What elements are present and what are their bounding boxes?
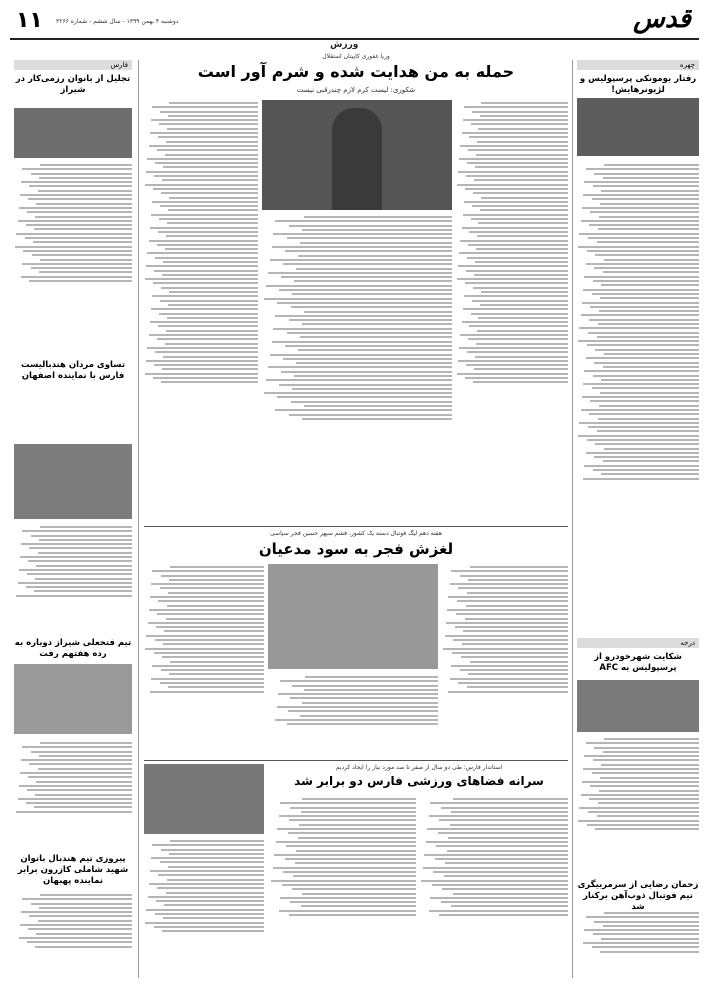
fajr-body-right (442, 564, 568, 754)
lead-headline: حمله به من هدایت شده و شرم آور است (197, 62, 515, 81)
right-story1-photo (14, 108, 132, 158)
left-story2-body (577, 736, 699, 876)
right-story3-title: تیم فتحعلی شیراز دوباره به رده هفتهم رفت (14, 638, 132, 659)
fars-body-left (144, 838, 264, 978)
fajr-kicker: هفته دهم لیگ فوتبال دسته یک کشور، قشم سپهر حسین فجر سپاسی (270, 530, 442, 537)
right-story2-title: تساوی مردان هندبالیست فارس با نماینده اصفهان (20, 360, 126, 381)
lead-body-left (144, 100, 258, 520)
fajr-headline: لغزش فجر به سود مدعیان (258, 540, 454, 558)
left-story2-photo (577, 680, 699, 732)
fars-photo (144, 764, 264, 834)
player-figure (332, 108, 382, 210)
right-story4-body (14, 892, 132, 978)
left-story2-title: شکایت شهرخودرو از پرسپولیس به AFC (594, 652, 682, 673)
left-story1-body (577, 162, 699, 632)
sidebar-tag-face: چهره (577, 60, 699, 70)
divider-left (572, 60, 573, 978)
lead-body-center (262, 214, 452, 520)
fars-headline: سرانه فضاهای ورزشی فارس دو برابر شد (294, 774, 544, 788)
rule-lead (144, 526, 568, 527)
lead-body-right (456, 100, 568, 520)
lead-photo (262, 100, 452, 210)
left-story3-title: زحمان رضایی از سرمربیگری تیم فوتبال ذوب‌آهن برکنار شد (577, 880, 699, 912)
lead-kicker: وریا غفوری کاپیتان استقلال (322, 53, 390, 60)
divider-right (138, 60, 139, 978)
logo: قدس (633, 4, 691, 34)
left-story1-title: رفتار یومونکی پرسپولیس و لژیونرهایش! (579, 74, 697, 95)
fars-kicker: استاندار فارس: طی دو سال از صفر تا صد مورد نیاز را ایجاد کردیم (335, 764, 503, 771)
fars-body-right (420, 796, 568, 978)
page-number: ۱۱ (16, 8, 43, 33)
right-story2-body (14, 524, 132, 634)
rule-fajr (144, 760, 568, 761)
lead-subhead: شکوری: لیست کرم لازم چندرقبی نیست (296, 86, 416, 94)
right-story3-body (14, 740, 132, 850)
right-story3-photo (14, 664, 132, 734)
fajr-photo (268, 564, 438, 669)
section-title: ورزش (330, 40, 359, 50)
fars-body-middle (270, 796, 416, 978)
left-story1-photo (577, 98, 699, 156)
right-story1-title: تجلیل از بانوان رزمی‌کار در شیراز (15, 74, 131, 95)
right-story2-photo (14, 444, 132, 519)
fajr-body-left (144, 564, 264, 754)
right-column (14, 60, 132, 978)
sidebar-tag-fars: فارس (14, 60, 132, 70)
left-story3-body (577, 910, 699, 978)
right-story4-title: پیروزی تیم هندبال بانوان شهید شاملی کازرون برابر نماینده پهبهان (17, 854, 129, 886)
left-column (577, 60, 699, 978)
dateline: دوشنبه ۴ بهمن ۱۳۹۹ - سال ششم - شماره ۳۲۶۶ (56, 18, 179, 25)
fajr-body-center (268, 674, 438, 754)
right-story1-body (14, 162, 132, 342)
sidebar-tag-news: درجه (577, 638, 699, 648)
